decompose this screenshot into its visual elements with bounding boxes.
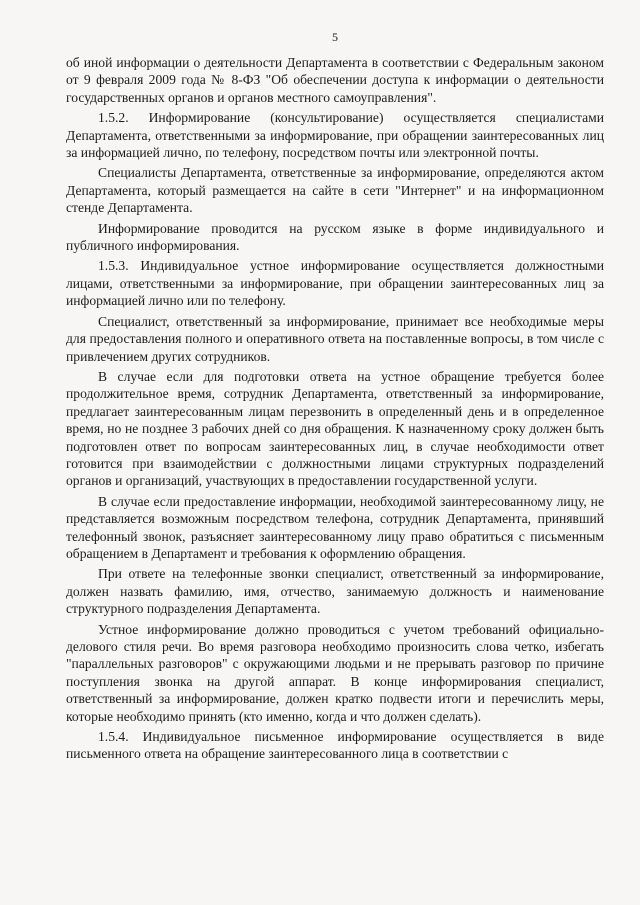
paragraph-oral-style: Устное информирование должно проводиться с учетом требований официально-делового стиля речи. Во время разговора необходимо произносить слова четко, избегать "параллельных разговоров" с окружающими людьми и не прерывать разговор по причине поступления звонка на другой аппарат. В конце информирования специалист, ответственный за информирование, должен кратко подвести итоги и перечислить меры, которые необходимо принять (кто именно, когда и что должен сделать).	[66, 621, 604, 724]
paragraph-phone-answer: При ответе на телефонные звонки специалист, ответственный за информирование, должен назвать фамилию, имя, отчество, занимаемую должность и наименование структурного подразделения Департамента.	[66, 566, 604, 617]
paragraph-phone-impossible: В случае если предоставление информации, необходимой заинтересованному лицу, не представляется возможным посредством телефона, сотрудник Департамента, принявший телефонный звонок, разъясняет заинтересованному лицу право обратиться с письменным обращением в Департамент и требования к оформлению обращения.	[66, 493, 604, 561]
paragraph-specialists: Специалисты Департамента, ответственные за информирование, определяются актом Департамента, который размещается на сайте в сети "Интернет" и на информационном стенде Департамента.	[66, 165, 604, 216]
paragraph-1-5-3: 1.5.3. Индивидуальное устное информирование осуществляется должностными лицами, ответственными за информирование, при обращении заинтересованных лиц за информацией лично или по телефону.	[66, 258, 604, 309]
paragraph-specialist-measures: Специалист, ответственный за информирование, принимает все необходимые меры для предоставления полного и оперативного ответа на поставленные вопросы, в том числе с привлечением других сотрудников.	[66, 313, 604, 364]
paragraph-1-5-4: 1.5.4. Индивидуальное письменное информирование осуществляется в виде письменного ответа на обращение заинтересованного лица в соответствии с	[66, 729, 604, 762]
paragraph-1-5-2: 1.5.2. Информирование (консультирование) осуществляется специалистами Департамента, ответственными за информирование, при обращении заинтересованных лиц за информацией лично, по телефону, посредством почты или электронной почты.	[66, 110, 604, 161]
paragraph-continuation: об иной информации о деятельности Департамента в соответствии с Федеральным законом от 9 февраля 2009 года № 8-ФЗ "Об обеспечении доступа к информации о деятельности государственных органов и органов местного самоуправления".	[66, 55, 604, 105]
paragraph-language: Информирование проводится на русском языке в форме индивидуального и публичного информирования.	[66, 220, 604, 254]
page-number: 5	[332, 30, 338, 44]
paragraph-longer-time: В случае если для подготовки ответа на устное обращение требуется более продолжительное время, сотрудник Департамента, ответственный за информирование, предлагает заинтересованным лицам перезвонить в определенный день и в определенное время, но не позднее 3 рабочих дней со дня обращения. К назначенному сроку должен быть подготовлен ответ по вопросам заинтересованных лиц, в случае необходимости ответ готовится при взаимодействии с должностными лицами структурных подразделений органов и организаций, участвующих в предоставлении государственной услуги.	[66, 368, 604, 489]
